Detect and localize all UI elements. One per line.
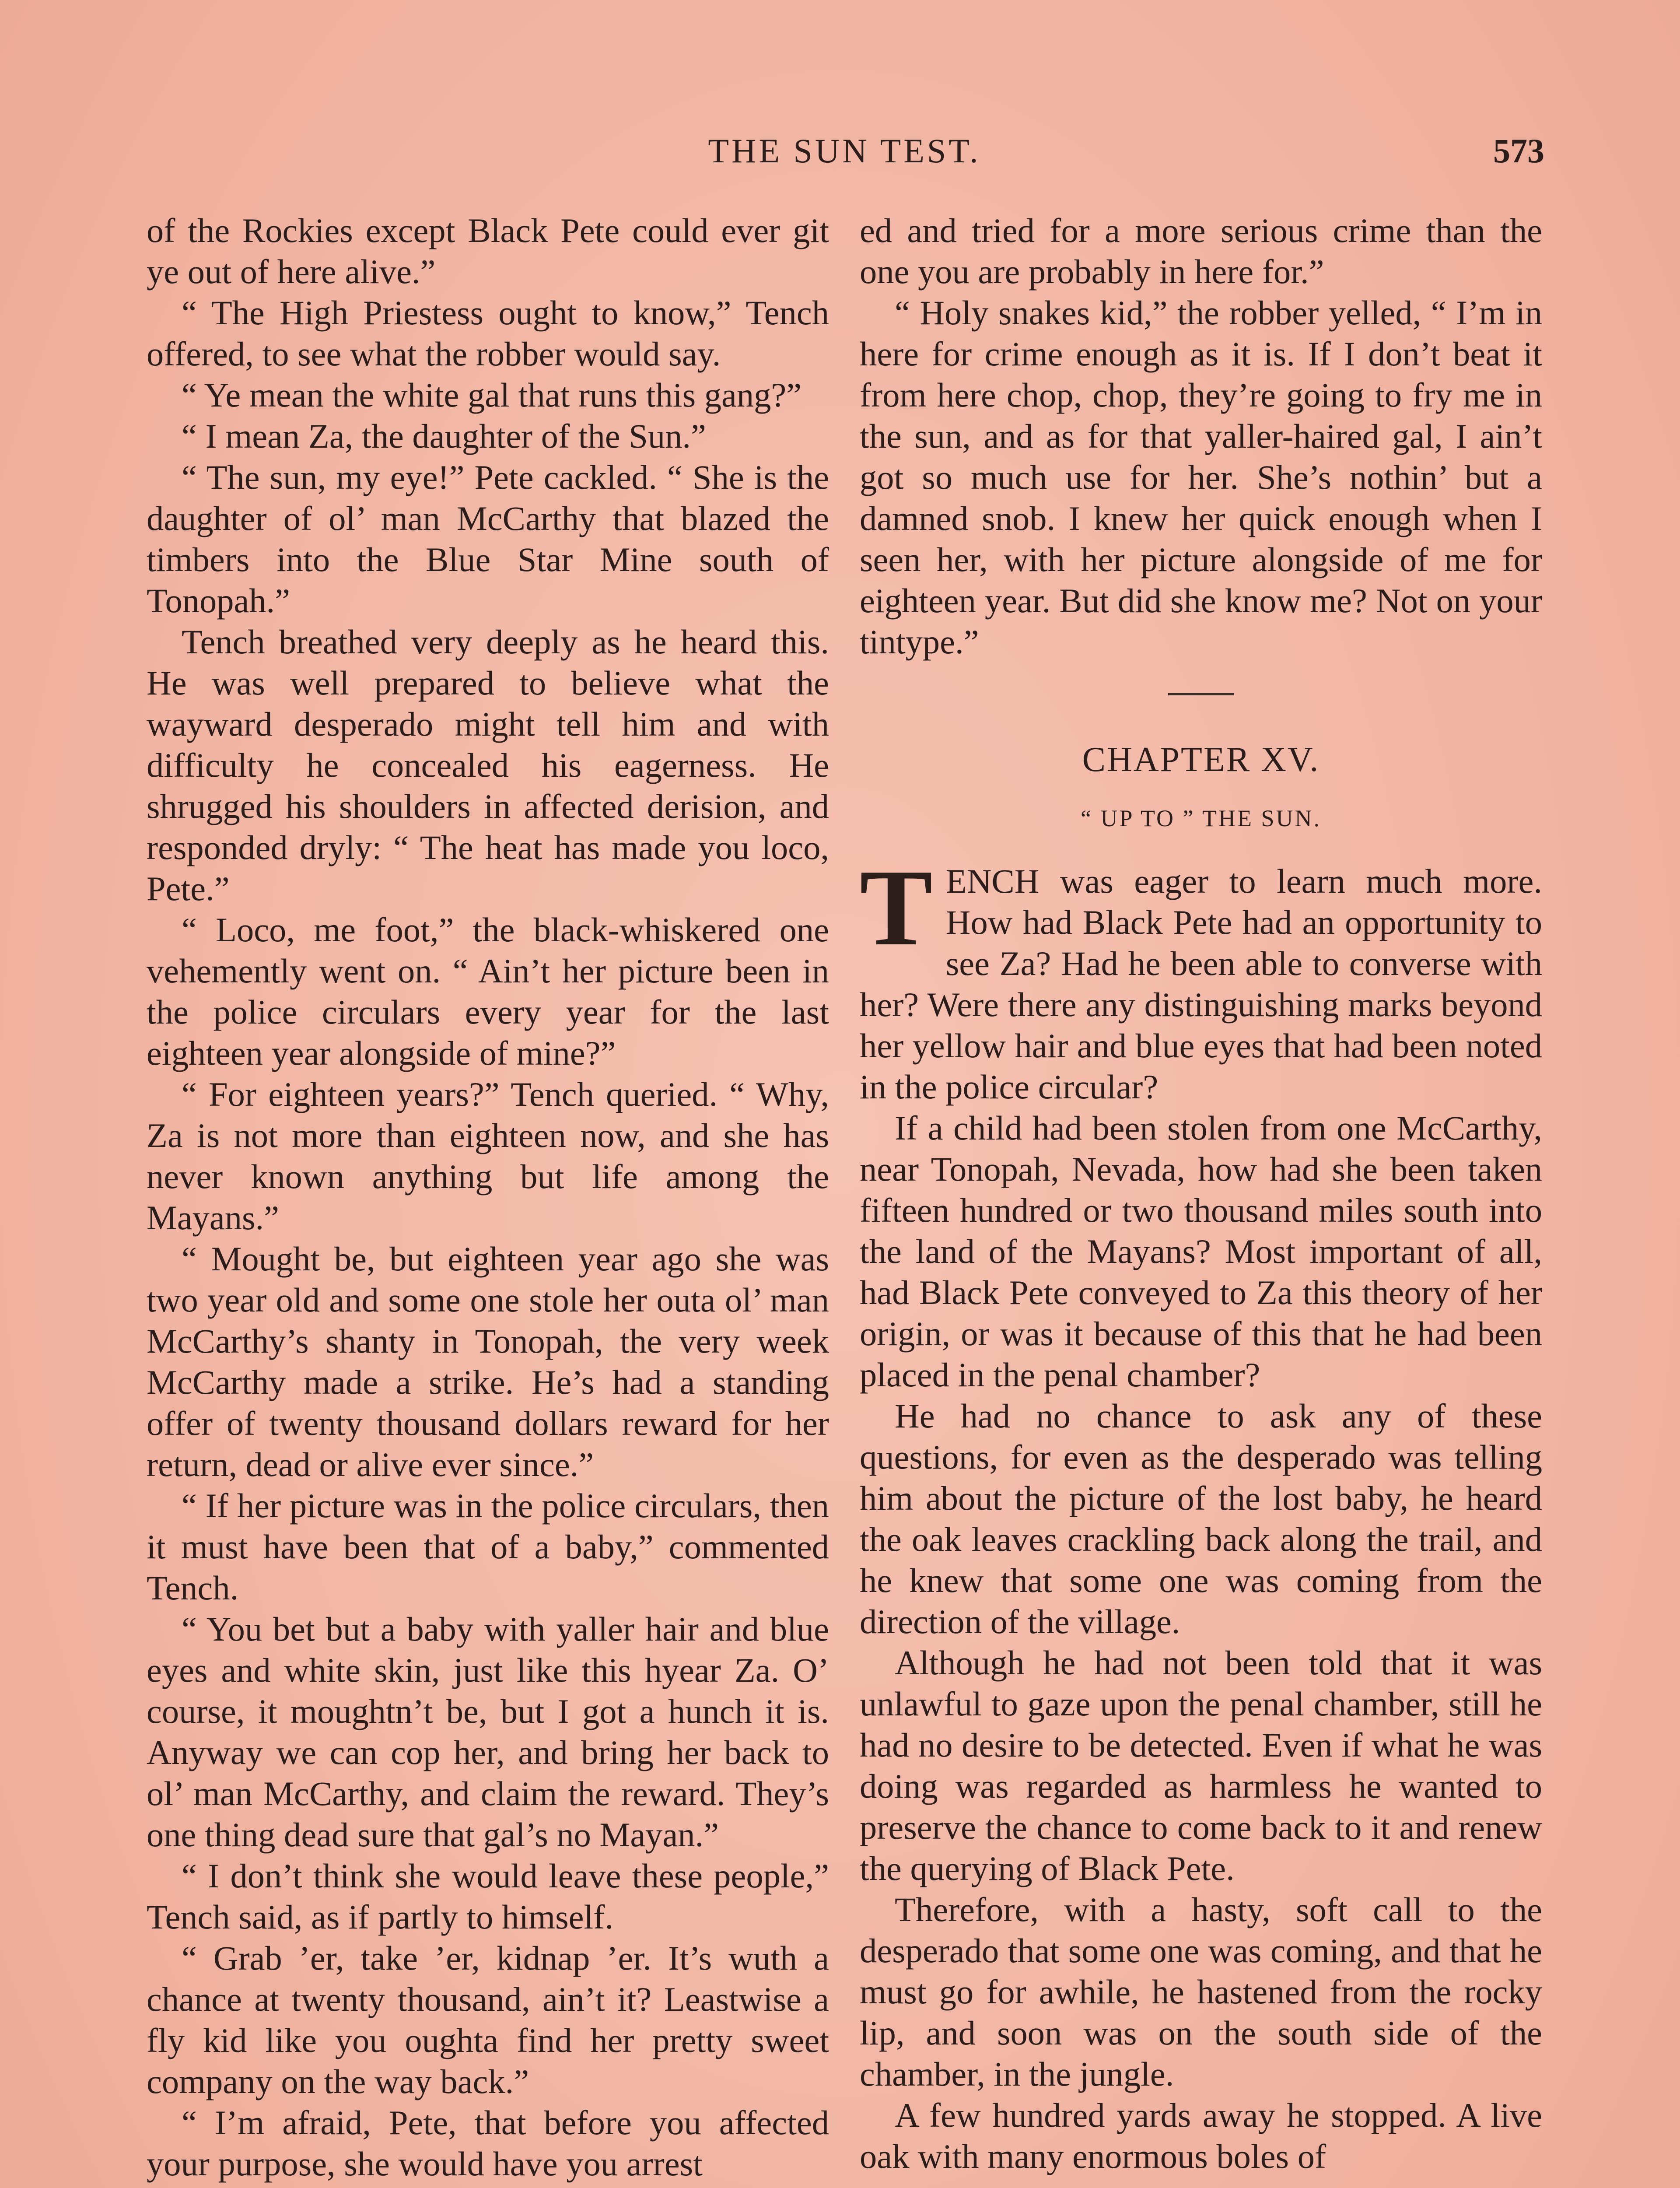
paragraph: “ You bet but a baby with yaller hair and blue eyes and white skin, just like this hyear Za. O’ course, it moughtn’t be, but I got a hunch it is. Anyway we can cop her, and bring her back to ol’ man McCarthy, and claim the reward. They’s one thing dead sure that gal’s no Mayan.” [147, 1610, 829, 1854]
section-divider [1168, 693, 1234, 695]
running-head [144, 131, 1544, 179]
drop-cap: T [860, 847, 933, 968]
paragraph: “ Holy snakes kid,” the robber yelled, “ I’m in here for crime enough as it is. If I don’t beat it from here chop, chop, they’re going to fry me in the sun, and as for that yaller-haired gal, I ain’t got so much use for her. She’s nothin’ but a damned snob. I knew her quick enough when I seen her, with her picture alongside of me for eighteen year. But did she know me? Not on your tintype.” [860, 294, 1542, 661]
paragraph: ed and tried for a more serious crime than the one you are probably in here for.” [860, 211, 1542, 291]
paragraph: “ The sun, my eye!” Pete cackled. “ She is the daughter of ol’ man McCarthy that blazed the timbers into the Blue Star Mine south of Tonopah.” [147, 458, 829, 620]
paragraph: “ I’m afraid, Pete, that before you affected your purpose, she would have you arrest [147, 2104, 829, 2183]
chapter-opening [860, 847, 1542, 1108]
paragraph: of the Rockies except Black Pete could ever git ye out of here alive.” [147, 211, 829, 291]
paragraph: “ If her picture was in the police circulars, then it must have been that of a baby,” commented Tench. [147, 1487, 829, 1607]
paragraph: “ The High Priestess ought to know,” Tench offered, to see what the robber would say. [147, 294, 829, 373]
paragraph: “ Grab ’er, take ’er, kidnap ’er. It’s wuth a chance at twenty thousand, ain’t it? Leastwise a fly kid like you oughta find her pretty sweet company on the way back.” [147, 1939, 829, 2100]
paragraph: “ For eighteen years?” Tench queried. “ Why, Za is not more than eighteen now, and she has never known anything but life among the Mayans.” [147, 1075, 829, 1237]
paragraph: Tench breathed very deeply as he heard this. He was well prepared to believe what the wayward desperado might tell him and with difficulty he concealed his eagerness. He shrugged his shoulders in affected derision, and responded dryly: “ The heat has made you loco, Pete.” [147, 623, 829, 908]
paragraph: “ I mean Za, the daughter of the Sun.” [182, 417, 706, 455]
paragraph: “ Mought be, but eighteen year ago she was two year old and some one stole her outa ol’ man McCarthy’s shanty in Tonopah, the very week McCarthy made a strike. He’s had a standing offer of twenty thousand dollars reward for her return, dead or alive ever since.” [147, 1240, 829, 1483]
page-number: 573 [1493, 132, 1544, 170]
paragraph: He had no chance to ask any of these questions, for even as the desperado was telling him about the picture of the lost baby, he heard the oak leaves crackling back along the trail, and he knew that some one was coming from the direction of the village. [860, 1397, 1542, 1641]
paragraph: Although he had not been told that it was unlawful to gaze upon the penal chamber, still he had no desire to be detected. Even if what he was doing was regarded as harmless he wanted to preserve the chance to come back to it and renew the querying of Black Pete. [860, 1644, 1542, 1887]
paragraph: If a child had been stolen from one McCarthy, near Tonopah, Nevada, how had she been taken fifteen hundred or two thousand miles south into the land of the Mayans? Most important of all, had Black Pete conveyed to Za this theory of her origin, or was it because of this that he had been placed in the penal chamber? [860, 1109, 1542, 1394]
paragraph: “ Loco, me foot,” the black-whiskered one vehemently went on. “ Ain’t her picture been in the police circulars every year for the last eighteen year alongside of mine?” [147, 911, 829, 1072]
paragraph: Therefore, with a hasty, soft call to the desperado that some one was coming, and that he must go for awhile, he hastened from the rocky lip, and soon was on the south side of the chamber, in the jungle. [860, 1890, 1542, 2093]
left-column [147, 210, 829, 2184]
chapter-subtitle: “ UP TO ” THE SUN. [1080, 805, 1321, 831]
paragraph: A few hundred yards away he stopped. A live oak with many enormous boles of [860, 2096, 1542, 2175]
running-title: THE SUN TEST. [708, 132, 981, 170]
paragraph: ENCH was eager to learn much more. How had Black Pete had an opportunity to see Za? Had he been able to converse with her? Were there any distinguishing marks beyond her yellow hair and blue eyes that had been noted in the police circular? [860, 862, 1542, 1106]
chapter-title: CHAPTER XV. [1082, 740, 1320, 779]
paragraph: “ Ye mean the white gal that runs this gang?” [182, 376, 802, 414]
right-column [860, 210, 1542, 2177]
paragraph: “ I don’t think she would leave these people,” Tench said, as if partly to himself. [147, 1857, 829, 1936]
